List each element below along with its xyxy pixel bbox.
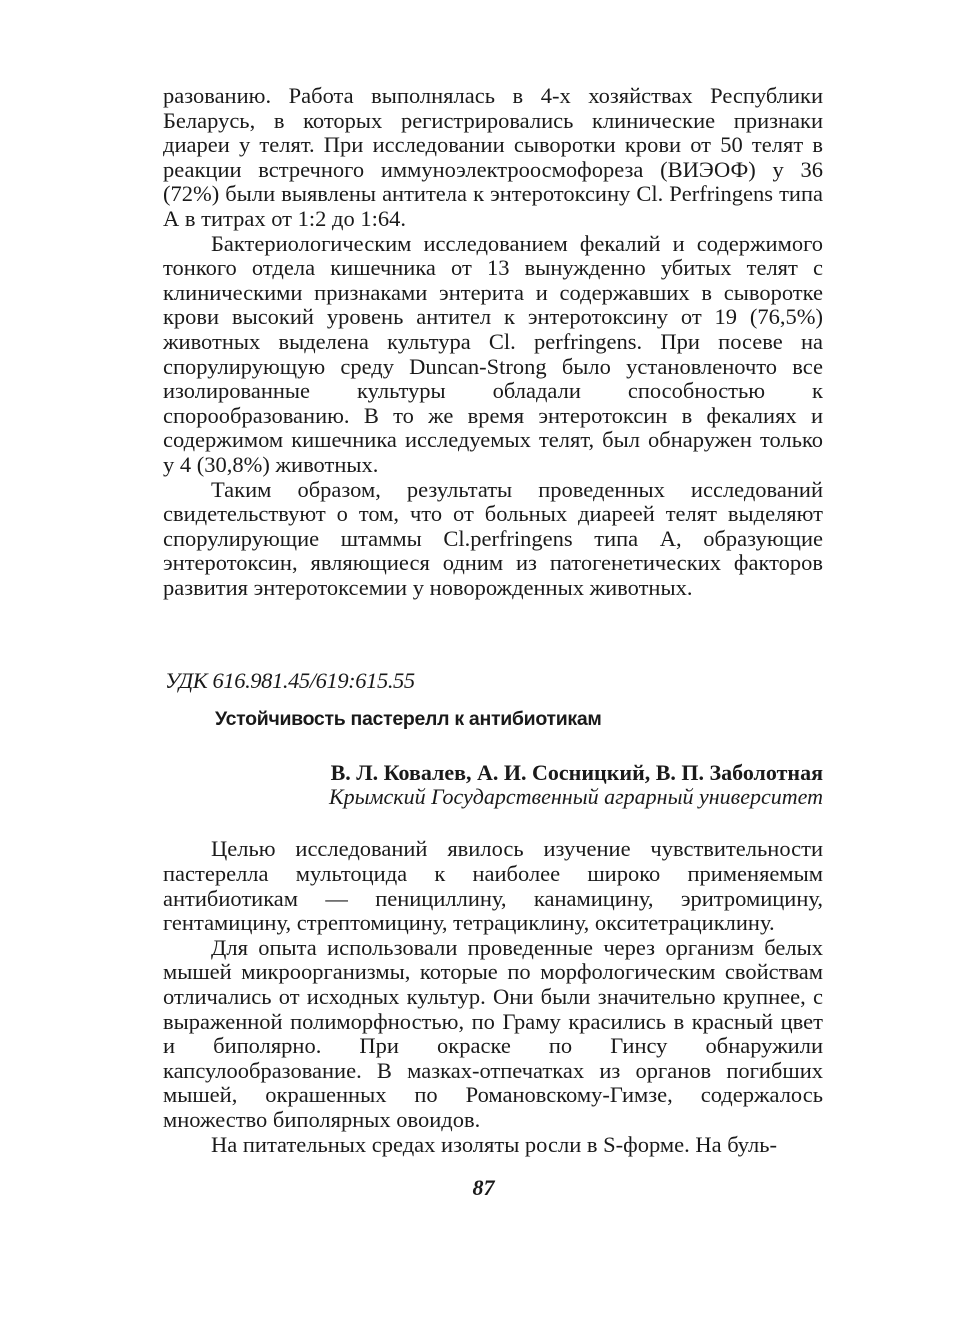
article-title: Устойчивость пастерелл к антибиотикам [215,708,602,731]
body-paragraph: Бактериологическим исследованием фекалий и содержимого тонкого отдела кишечника от 13 вынужденно убитых телят с клиническими признаками энтерита и содержавших в сыворотке крови высокий уровень антител к энтеротоксину от 19 (76,5%) животных выделена культура Cl. perfringens. При посеве на спорулирующую среду Duncan-Strong было установленочто все изолированные культуры обладали способностью к спорообразованию. В то же время энтеротоксин в фекалиях и содержимом кишечника исследуемых телят, был обнаружен только у 4 (30,8%) животных. [163,230,823,477]
body-paragraph: Целью исследований явилось изучение чувствительности пастерелла мультоцида к наиболее широко применяемым антибиотикам — пенициллину, канамицину, эритромицину, гентамицину, стрептомицину, тетрациклину, окситетрациклину. [163,836,823,936]
author-affiliation: Крымский Государственный аграрный университет [328,784,823,810]
body-paragraph: Для опыта использовали проведенные через организм белых мышей микроорганизмы, которые по морфологическим свойствам отличались от исходных культур. Они были значительно крупнее, с выраженной полиморфностью, по Граму красились в красный цвет и биполярно. При окраске по Гинсу обнаружили капсулообразование. В мазках-отпечатках из органов погибших мышей, окрашенных по Романовскому-Гимзе, содержалось множество биполярных овоидов. [163,934,823,1132]
section-gap [163,600,823,668]
body-paragraph: На питательных средах изоляты росли в S-форме. На буль- [211,1131,778,1157]
body-paragraph: Таким образом, результаты проведенных исследований свидетельствуют о том, что от больных диареей телят выделяют спорулирующие штаммы Cl.perfringens типа А, образующие энтеротоксин, являющиеся одним из патогенетических факторов развития энтеротоксемии у новорожденных животных. [163,476,823,600]
body-paragraph: разованию. Работа выполнялась в 4-х хозяйствах Республики Беларусь, в которых регистрировались клинические признаки диареи у телят. При исследовании сыворотки крови от 50 телят в реакции встречного иммуноэлектроосмофореза (ВИЭОФ) у 36 (72%) были выявлены антитела к энтеротоксину Cl. Perfringens типа А в титрах от 1:2 до 1:64. [163,83,823,231]
page-content [163,84,823,1157]
udk-code: УДК 616.981.45/619:615.55 [165,668,415,694]
article-authors: В. Л. Ковалев, А. И. Сосницкий, В. П. Заболотная [330,760,823,786]
section-gap [163,809,823,837]
page-number: 87 [472,1175,495,1200]
